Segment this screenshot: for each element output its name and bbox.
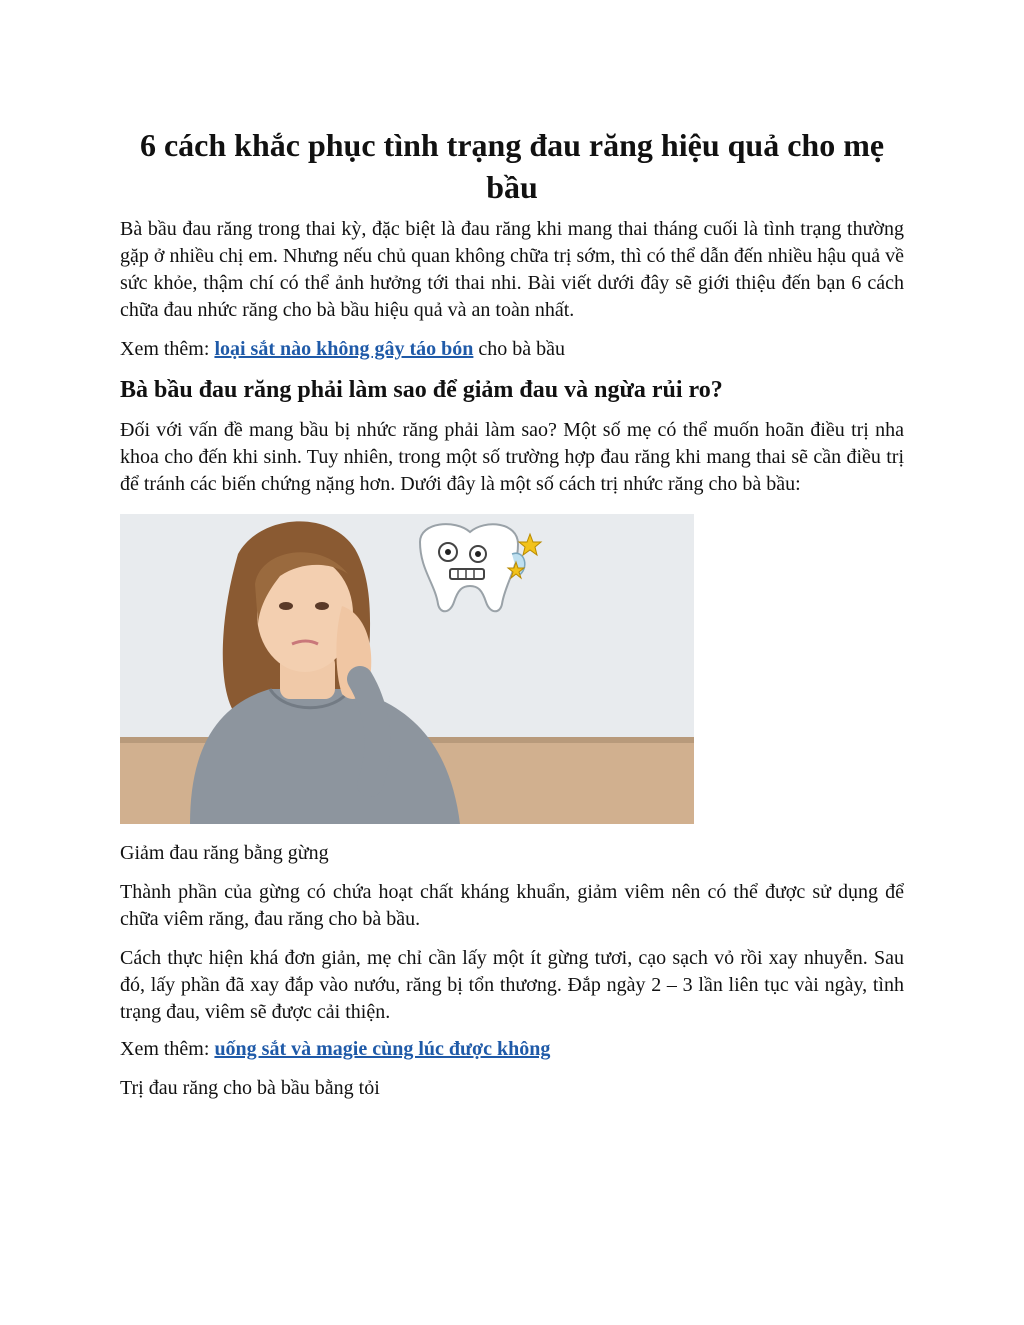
body-paragraph-2: Thành phần của gừng có chứa hoạt chất kháng khuẩn, giảm viêm nên có thể được sử dụng để chữa viêm răng, đau răng cho bà bầu. <box>120 881 904 930</box>
body-paragraph-3: Cách thực hiện khá đơn giản, mẹ chỉ cần lấy một ít gừng tươi, cạo sạch vỏ rồi xay nhuyễn. Sau đó, lấy phần đã xay đắp vào nướu, răng bị tổn thương. Đắp ngày 2 – 3 lần liên tục vài ngày, tình trạng đau, viêm sẽ được cải thiện. <box>120 947 904 1023</box>
article <box>120 124 904 1102</box>
illustration-svg <box>120 514 694 824</box>
body-paragraph-1: Đối với vấn đề mang bầu bị nhức răng phải làm sao? Một số mẹ có thể muốn hoãn điều trị nha khoa cho đến khi sinh. Tuy nhiên, trong một số trường hợp đau răng khi mang thai sẽ cần điều trị để tránh các biến chứng nặng hơn. Dưới đây là một số cách trị nhức răng cho bà bầu: <box>120 419 904 495</box>
see-more-suffix: cho bà bầu <box>473 338 566 360</box>
image-caption: Giảm đau răng bằng gừng <box>120 842 329 864</box>
see-more-line-2 <box>120 1036 904 1063</box>
section-heading: Bà bầu đau răng phải làm sao để giảm đau và ngừa rủi ro? <box>120 377 723 403</box>
iron-no-constipation-link[interactable]: loại sắt nào không gây táo bón <box>214 338 474 360</box>
see-more-line-1 <box>120 336 904 363</box>
article-title: 6 cách khắc phục tình trạng đau răng hiệu quả cho mẹ bầu <box>139 127 885 205</box>
intro-paragraph: Bà bầu đau răng trong thai kỳ, đặc biệt là đau răng khi mang thai tháng cuối là tình trạng thường gặp ở nhiều chị em. Nhưng nếu chủ quan không chữa trị sớm, thì có thể dẫn đến nhiều hậu quả về sức khỏe, thậm chí có thể ảnh hưởng tới thai nhi. Bài viết dưới đây sẽ giới thiệu đến bạn 6 cách chữa đau nhức răng cho bà bầu hiệu quả và an toàn nhất. <box>120 218 904 321</box>
garlic-subheading: Trị đau răng cho bà bầu bằng tỏi <box>120 1077 380 1099</box>
iron-magnesium-link[interactable]: uống sắt và magie cùng lúc được không <box>214 1038 551 1060</box>
see-more-prefix: Xem thêm: <box>120 338 215 360</box>
pregnant-woman-toothache-image <box>120 514 694 824</box>
see-more-prefix-2: Xem thêm: <box>120 1038 215 1060</box>
